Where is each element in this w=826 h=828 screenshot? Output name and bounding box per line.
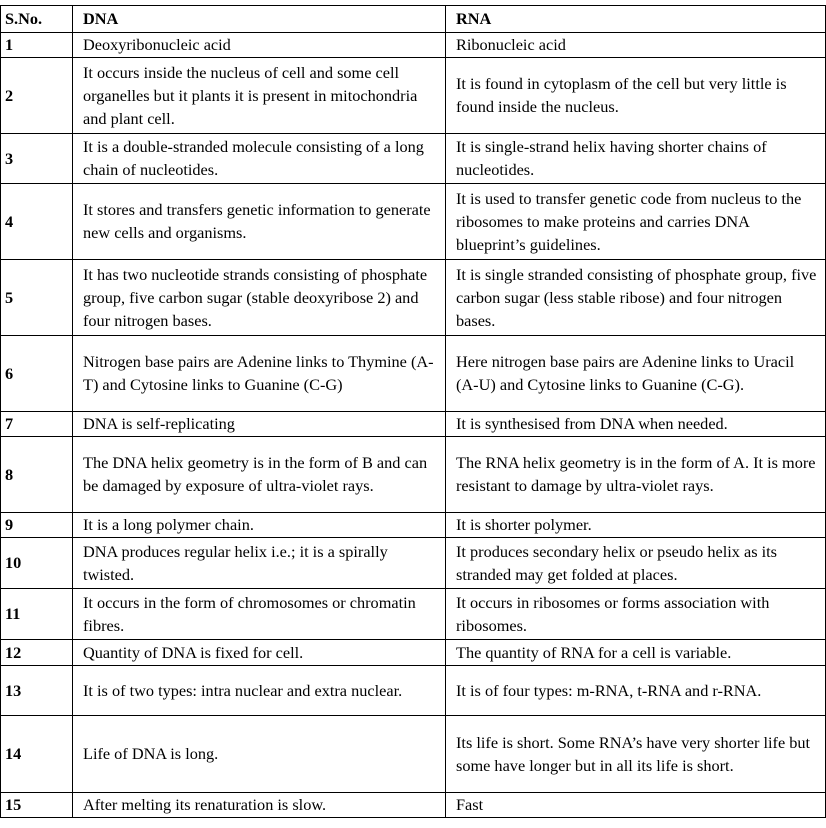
- rna-cell: Ribonucleic acid: [446, 33, 826, 58]
- rna-cell: It is found in cytoplasm of the cell but very little is found inside the nucleus.: [446, 58, 826, 134]
- table-row: [1, 260, 826, 336]
- rna-cell: It is synthesised from DNA when needed.: [446, 412, 826, 437]
- dna-rna-comparison-table: [0, 5, 826, 818]
- dna-cell: The DNA helix geometry is in the form of B and can be damaged by exposure of ultra-violet rays.: [73, 437, 446, 513]
- row-number: 6: [1, 336, 73, 412]
- dna-cell: It occurs inside the nucleus of cell and some cell organelles but it plants it is present in mitochondria and plant cell.: [73, 58, 446, 134]
- table-row: [1, 589, 826, 640]
- rna-cell: It occurs in ribosomes or forms association with ribosomes.: [446, 589, 826, 640]
- table-row: [1, 437, 826, 513]
- row-number: 7: [1, 412, 73, 437]
- rna-cell: It produces secondary helix or pseudo helix as its stranded may get folded at places.: [446, 538, 826, 589]
- table-row: [1, 538, 826, 589]
- header-sno: S.No.: [1, 6, 73, 33]
- dna-cell: After melting its renaturation is slow.: [73, 793, 446, 818]
- header-rna: RNA: [446, 6, 826, 33]
- header-dna: DNA: [73, 6, 446, 33]
- dna-cell: DNA produces regular helix i.e.; it is a spirally twisted.: [73, 538, 446, 589]
- row-number: 13: [1, 666, 73, 716]
- dna-cell: Life of DNA is long.: [73, 716, 446, 793]
- table-row: [1, 793, 826, 818]
- row-number: 3: [1, 134, 73, 184]
- table-row: [1, 412, 826, 437]
- table-row: [1, 666, 826, 716]
- rna-cell: It is used to transfer genetic code from nucleus to the ribosomes to make proteins and carries DNA blueprint’s guidelines.: [446, 184, 826, 260]
- row-number: 1: [1, 33, 73, 58]
- table-row: [1, 134, 826, 184]
- rna-cell: Its life is short. Some RNA’s have very shorter life but some have longer but in all its life is short.: [446, 716, 826, 793]
- dna-cell: DNA is self-replicating: [73, 412, 446, 437]
- dna-cell: It is a long polymer chain.: [73, 513, 446, 538]
- rna-cell: It is shorter polymer.: [446, 513, 826, 538]
- row-number: 11: [1, 589, 73, 640]
- rna-cell: It is single stranded consisting of phosphate group, five carbon sugar (less stable ribose) and four nitrogen bases.: [446, 260, 826, 336]
- table-row: [1, 716, 826, 793]
- dna-cell: It is of two types: intra nuclear and extra nuclear.: [73, 666, 446, 716]
- row-number: 14: [1, 716, 73, 793]
- rna-cell: It is single-strand helix having shorter chains of nucleotides.: [446, 134, 826, 184]
- rna-cell: Here nitrogen base pairs are Adenine links to Uracil (A-U) and Cytosine links to Guanine (C-G).: [446, 336, 826, 412]
- dna-cell: It occurs in the form of chromosomes or chromatin fibres.: [73, 589, 446, 640]
- row-number: 8: [1, 437, 73, 513]
- table-row: [1, 336, 826, 412]
- table-body: [1, 33, 826, 818]
- rna-cell: It is of four types: m-RNA, t-RNA and r-RNA.: [446, 666, 826, 716]
- header-row: [1, 6, 826, 33]
- rna-cell: The quantity of RNA for a cell is variable.: [446, 640, 826, 666]
- table-row: [1, 184, 826, 260]
- row-number: 2: [1, 58, 73, 134]
- dna-cell: Quantity of DNA is fixed for cell.: [73, 640, 446, 666]
- table-row: [1, 513, 826, 538]
- dna-cell: It has two nucleotide strands consisting of phosphate group, five carbon sugar (stable deoxyribose 2) and four nitrogen bases.: [73, 260, 446, 336]
- table-header: [1, 6, 826, 33]
- dna-cell: It stores and transfers genetic information to generate new cells and organisms.: [73, 184, 446, 260]
- dna-cell: Nitrogen base pairs are Adenine links to Thymine (A-T) and Cytosine links to Guanine (C-G): [73, 336, 446, 412]
- row-number: 15: [1, 793, 73, 818]
- table-row: [1, 640, 826, 666]
- row-number: 5: [1, 260, 73, 336]
- row-number: 4: [1, 184, 73, 260]
- row-number: 12: [1, 640, 73, 666]
- dna-cell: It is a double-stranded molecule consisting of a long chain of nucleotides.: [73, 134, 446, 184]
- dna-cell: Deoxyribonucleic acid: [73, 33, 446, 58]
- row-number: 10: [1, 538, 73, 589]
- rna-cell: The RNA helix geometry is in the form of A. It is more resistant to damage by ultra-violet rays.: [446, 437, 826, 513]
- rna-cell: Fast: [446, 793, 826, 818]
- row-number: 9: [1, 513, 73, 538]
- table-row: [1, 58, 826, 134]
- table-row: [1, 33, 826, 58]
